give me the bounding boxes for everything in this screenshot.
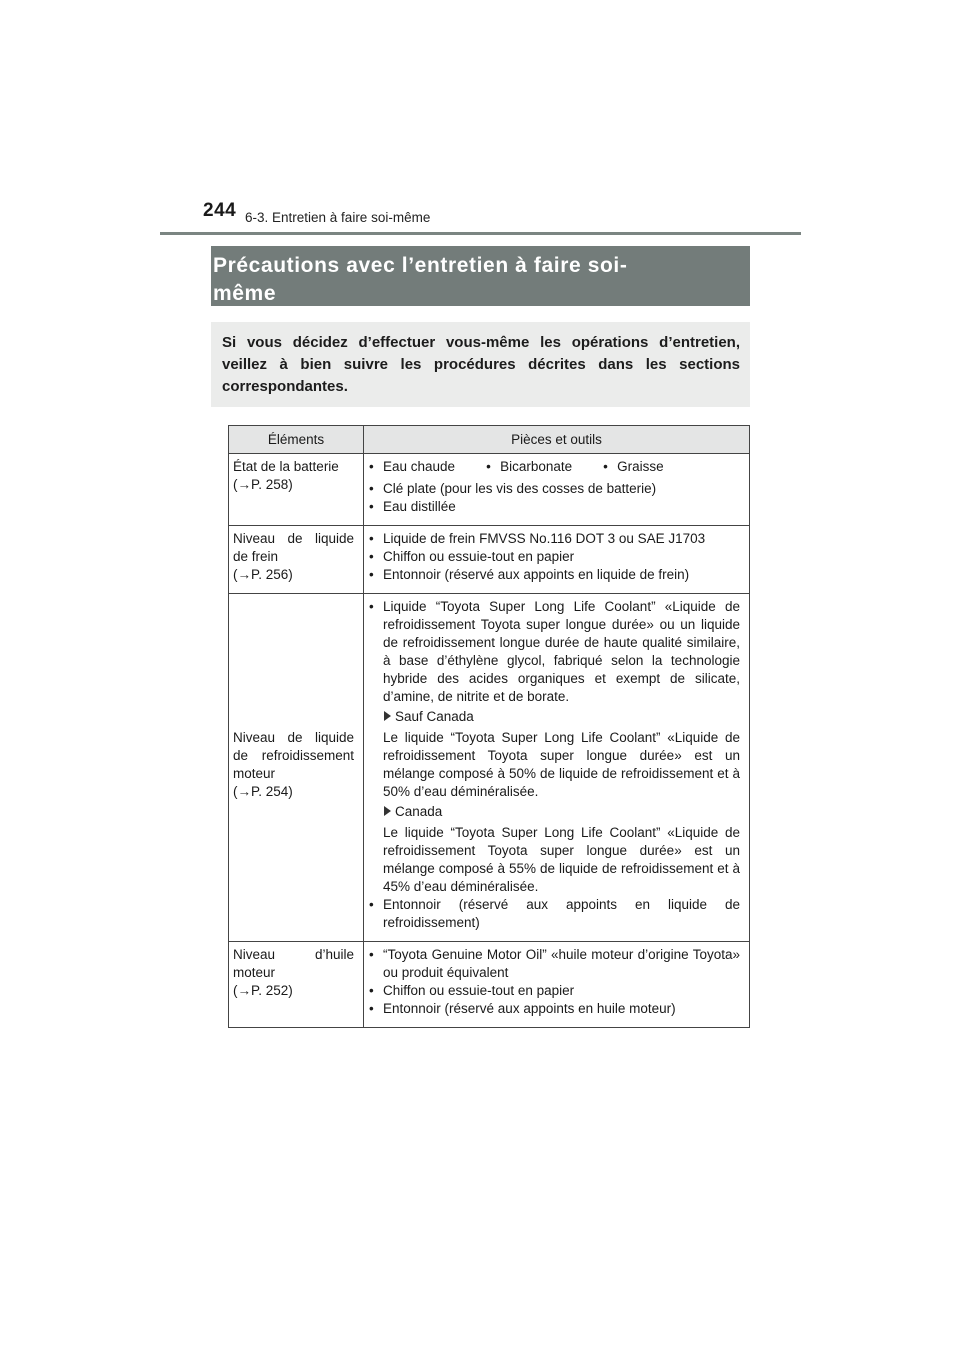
oil-ref: (→P. 252) [233,983,293,998]
variant-label: Canada [395,804,443,819]
triangle-right-icon [384,806,391,816]
coolant-item-cell [229,594,364,942]
page-title-line1: Précautions avec l’entretien à faire soi- [213,254,628,277]
variant-text: Le liquide “Toyota Super Long Life Coolant” «Liquide de refroidissement Toyota super longue durée» est un mélange composé à 55% de liquide de refroidissement et à 45% d’eau déminéralisée. [383,825,740,894]
coolant-part-main: • Liquide “Toyota Super Long Life Coolant” «Liquide de refroidissement Toyota super longue durée» ou un liquide de refroidissement longue durée de haute qualité similaire, à base d’éthylène glycol, fabriqué selon la technologie hybride des acides organiques et exempt de silicate, d’amine, de nitrite et de borate. [368,598,740,706]
coolant-part-funnel: • Entonnoir (réservé aux appoints en liquide de refroidissement) [368,896,740,932]
oil-item-cell [229,942,364,1028]
coolant-ref: (→P. 254) [233,784,293,799]
brake-ref: (→P. 256) [233,567,293,582]
intro-box [211,322,750,407]
battery-part: • Eau distillée [368,498,740,516]
table-row-coolant [229,594,750,942]
header-rule [160,232,801,235]
section-label: 6-3. Entretien à faire soi-même [245,210,431,225]
battery-part: • Graisse [602,458,664,476]
variant-heading [368,708,740,726]
battery-item-cell [229,454,364,526]
brake-item-cell [229,526,364,594]
table-row-brake [229,526,750,594]
brake-part: • Liquide de frein FMVSS No.116 DOT 3 ou SAE J1703 [368,530,740,548]
battery-item: État de la batterie [233,459,339,474]
battery-part: • Bicarbonate [485,458,572,476]
header-elements: Éléments [229,426,364,454]
triangle-right-icon [384,711,391,721]
header-parts: Pièces et outils [364,426,750,454]
variant-text: Le liquide “Toyota Super Long Life Coolant” «Liquide de refroidissement Toyota super longue durée» est un mélange composé à 50% de liquide de refroidissement et à 50% d’eau déminéralisée. [383,730,740,799]
maintenance-items-table [228,425,750,1028]
coolant-item: Niveau de liquide de refroidissement moteur [233,730,354,781]
page-title-line2: même [213,282,277,305]
brake-parts-cell [364,526,750,594]
brake-item: Niveau de liquide de frein [233,531,354,564]
page-title-box [211,246,750,306]
battery-part: • Eau chaude [368,458,455,476]
battery-inline-parts [368,458,740,476]
variant-heading [368,803,740,821]
battery-ref: (→P. 258) [233,477,293,492]
page-number: 244 [203,200,237,221]
brake-part: • Entonnoir (réservé aux appoints en liquide de frein) [368,566,740,584]
brake-part: • Chiffon ou essuie-tout en papier [368,548,740,566]
oil-item: Niveau d’huile moteur [233,947,354,980]
intro-text: Si vous décidez d’effectuer vous-même les opérations d’entretien, veillez à bien suivre les procédures décrites dans les sections correspondantes. [222,334,740,395]
oil-part: • Chiffon ou essuie-tout en papier [368,982,740,1000]
table-row-oil [229,942,750,1028]
battery-parts-cell [364,454,750,526]
battery-part: • Clé plate (pour les vis des cosses de batterie) [368,480,740,498]
oil-parts-cell [364,942,750,1028]
oil-part: • Entonnoir (réservé aux appoints en huile moteur) [368,1000,740,1018]
variant-label: Sauf Canada [395,709,474,724]
oil-part: • “Toyota Genuine Motor Oil” «huile moteur d’origine Toyota» ou produit équivalent [368,946,740,982]
table-header-row [229,426,750,454]
coolant-parts-cell [364,594,750,942]
table-row-battery [229,454,750,526]
